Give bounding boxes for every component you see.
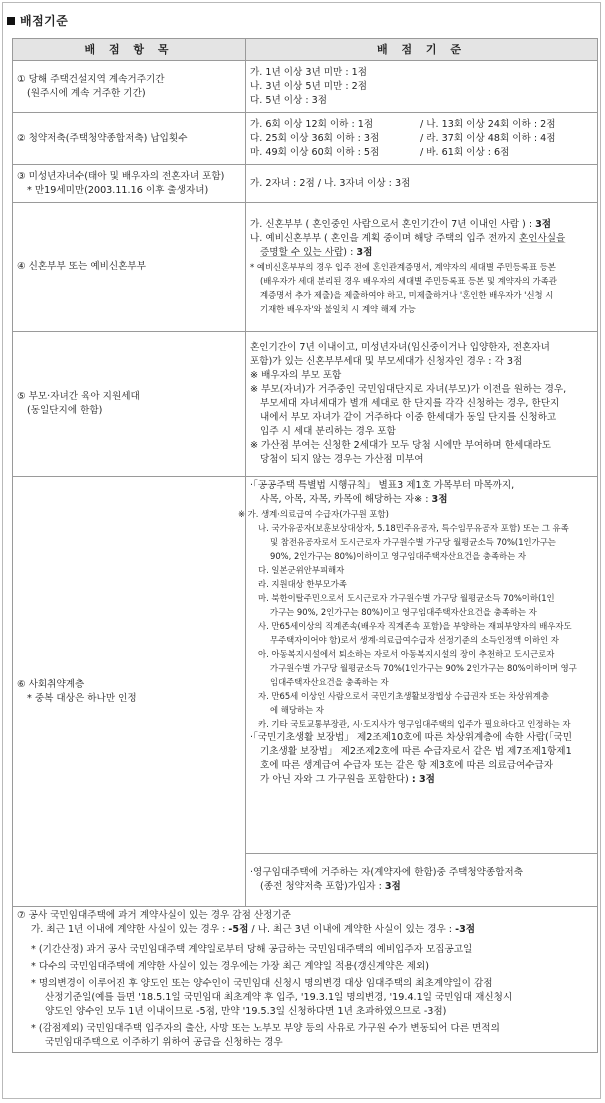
table-row [13,113,598,165]
row6-item: ⑥ 사회취약계층 * 중복 대상은 하나만 인정 [13,477,246,907]
table-row [13,477,598,854]
section-title-text: 배점기준 [20,14,69,28]
header-item: 배 점 항 목 [13,39,246,61]
row3-criteria: 가. 2자녀 : 2점 / 나. 3자녀 이상 : 3점 [246,165,598,203]
row4-criteria: 가. 신혼부부 ( 혼인중인 사람으로서 혼인기간이 7년 이내인 사람 ) : 3점 나. 예비신혼부부 ( 혼인을 계획 중이며 해당 주택의 입주 전까지 혼인사실을 증명할 수 있는 사람) : 3점 * 예비신혼부부의 경우 입주 전에 혼인관계증명서, 계약자의 세대별 주민등록표 등본 (배우자가 세대 분리된 경우 배우자의 세대별 주민등록표 등본 및 계약자의 가족관 계증명서 추가 제출)을 제출하여야 하고, 미제출하거나 '혼인한 배우자가 '신청 시 기재한 배우자'와 불일치 시 계약 해제 가능 [246,203,598,332]
square-bullet-icon [7,17,15,25]
table-row [13,165,598,203]
table-row [13,61,598,113]
row1-item: ① 당해 주택건설지역 계속거주기간 (원주시에 계속 거주한 기간) [13,61,246,113]
row5-item: ⑤ 부모·자녀간 육아 지원세대 (동일단지에 한함) [13,332,246,477]
row6-criteria: ·「공공주택 특별법 시행규칙」 별표3 제1호 가목부터 마목까지, 사목, 아목, 자목, 카목에 해당하는 자※ : 3점 ※ 가. 생계·의료급여 수급자(가구원 포함) 나. 국가유공자(보훈보상대상자, 5.18민주유공자, 특수임무유공자 포함) 또는 그 유족 및 참전유공자로서 도시근로자 가구원수별 가구당 월평균소득 70%(1인가구는 90%, 2인가구는 80%)이하이고 영구임대주택자산요건을 충족하는 자 다. 일본군위안부피해자 라. 지원대상 한부모가족 마. 북한이탈주민으로서 도시근로자 가구원수별 가구당 월평균소득 70%이하(1인 가구는 90%, 2인가구는 80%)이고 영구임대주택자산요건을 충족하는 자 사. 만65세이상의 직계존속(배우자 직계존속 포함)을 부양하는 재피부양자의 배우자도 무주택자이어야 함)로서 생계·의료급여수급자 선정기준의 소득인정액 이하인 자 아. 아동복지시설에서 퇴소하는 자로서 아동복지시설의 장이 추천하고 도시근로자 가구원수별 가구당 월평균소득 70%(1인가구는 90% 2인가구는 80%이하이며 영구 임대주택자산요건을 충족하는 자 자. 만65세 이상인 사람으로서 국민기초생활보장법상 수급권자 또는 차상위계층 에 해당하는 자 카. 기타 국토교통부장관, 시·도지사가 영구임대주택의 입주가 필요하다고 인정하는 자 ·「국민기초생활 보장법」 제2조제10호에 따른 차상위계층에 속한 사람(「국민 기초생활 보장법」 제2조제2호에 따른 수급자로서 같은 법 제7조제1항제1 호에 따른 생계급여 수급자 또는 같은 항 제3호에 따른 의료급여수급자 가 아닌 자와 그 가구원을 포함한다) : 3점 [246,477,598,854]
header-criteria: 배 점 기 준 [246,39,598,61]
section-title [7,12,68,29]
row2-criteria: 가. 6회 이상 12회 이하 : 1점 다. 25회 이상 36회 이하 : 3점 마. 49회 이상 60회 이하 : 5점 / 나. 13회 이상 24회 이하 : 2점 / 라. 37회 이상 48회 이하 : 4점 / 바. 61회 이상 : 6점 [246,113,598,165]
row6-notes: ※ 가. 생계·의료급여 수급자(가구원 포함) 나. 국가유공자(보훈보상대상자, 5.18민주유공자, 특수임무유공자 포함) 또는 그 유족 및 참전유공자로서 도시근로자 가구원수별 가구당 월평균소득 70%(1인가구는 90%, 2인가구는 80%)이하이고 영구임대주택자산요건을 충족하는 자 다. 일본군위안부피해자 라. 지원대상 한부모가족 마. 북한이탈주민으로서 도시근로자 가구원수별 가구당 월평균소득 70%이하(1인 가구는 90%, 2인가구는 80%)이고 영구임대주택자산요건을 충족하는 자 사. 만65세이상의 직계존속(배우자 직계존속 포함)을 부양하는 재피부양자의 배우자도 무주택자이어야 함)로서 생계·의료급여수급자 선정기준의 소득인정액 이하인 자 아. 아동복지시설에서 퇴소하는 자로서 아동복지시설의 장이 추천하고 도시근로자 가구원수별 가구당 월평균소득 70%(1인가구는 90% 2인가구는 80%이하이며 영구 임대주택자산요건을 충족하는 자 자. 만65세 이상인 사람으로서 국민기초생활보장법상 수급권자 또는 차상위계층 에 해당하는 자 카. 기타 국토교통부장관, 시·도지사가 영구임대주택의 입주가 필요하다고 인정하는 자 [238,509,577,729]
row5-criteria: 혼인기간이 7년 이내이고, 미성년자녀(임신중이거나 입양한자, 전혼자녀 포함)가 있는 신혼부부세대 및 부모세대가 신청자인 경우 : 각 3점 ※ 배우자의 부모 포함 ※ 부모(자녀)가 거주중인 국민임대단지로 자녀(부모)가 이전을 원하는 경우, 부모세대 자녀세대가 별개 세대로 한 단지를 각각 신청하는 경우, 한단지 내에서 부모 자녀가 같이 거주하다 이중 한세대가 동일 단지를 신청하고 입주 시 세대 분리하는 경우 포함 ※ 가산점 부여는 신청한 2세대가 모두 당첨 시에만 부여하며 한세대라도 당첨이 되지 않는 경우는 가산점 미부여 [246,332,598,477]
table-header-row [13,39,598,61]
table-row [13,203,598,332]
row6-criteria-bottom: ·영구임대주택에 거주하는 자(계약자에 한함)중 주택청약종합저축 (종전 청약저축 포함)가입자 : 3점 [246,854,598,907]
row3-item: ③ 미성년자녀수(태아 및 배우자의 전혼자녀 포함) * 만19세미만(2003.11.16 이후 출생자녀) [13,165,246,203]
row1-criteria: 가. 1년 이상 3년 미만 : 1점 나. 3년 이상 5년 미만 : 2점 다. 5년 이상 : 3점 [246,61,598,113]
table-row [13,907,598,1053]
row2-item: ② 청약저축(주택청약종합저축) 납입횟수 [13,113,246,165]
row7-content: ⑦ 공사 국민임대주택에 과거 계약사실이 있는 경우 감점 산정기준 가. 최근 1년 이내에 계약한 사실이 있는 경우 : -5점 / 나. 최근 3년 이내에 계약한 사실이 있는 경우 : -3점 * (기간산정) 과거 공사 국민임대주택 계약일로부터 당해 공급하는 국민임대주택의 예비입주자 모집공고일 * 다수의 국민임대주택에 계약한 사실이 있는 경우에는 가장 최근 계약일 적용(갱신계약은 제외) * 명의변경이 이루어진 후 양도인 또는 양수인이 국민임대 신청시 명의변경 대상 임대주택의 최초계약일이 감점 산정기준일(예를 들면 '18.5.1일 국민임대 최초계약 후 입주, '19.3.1일 명의변경, '19.4.1일 국민임대 재신청시 양도인 양수인 모두 1년 이내이므로 -5점, 만약 '19.5.3일 신청하다면 1년 초과하였으므로 -3점) * (감점제외) 국민임대주택 입주자의 출산, 사망 또는 노부모 부양 등의 사유로 가구원 수가 변동되어 다른 면적의 국민임대주택으로 이주하기 위하여 공급을 신청하는 경우 [13,907,598,1053]
scoring-table [12,38,598,1053]
row4-item: ④ 신혼부부 또는 예비신혼부부 [13,203,246,332]
table-row [13,332,598,477]
row7-notes: * (기간산정) 과거 공사 국민임대주택 계약일로부터 당해 공급하는 국민임대주택의 예비입주자 모집공고일 * 다수의 국민임대주택에 계약한 사실이 있는 경우에는 가장 최근 계약일 적용(갱신계약은 제외) * 명의변경이 이루어진 후 양도인 또는 양수인이 국민임대 신청시 명의변경 대상 임대주택의 최초계약일이 감점 산정기준일(예를 들면 '18.5.1일 국민임대 최초계약 후 입주, '19.3.1일 명의변경, '19.4.1일 국민임대 재신청시 양도인 양수인 모두 1년 이내이므로 -5점, 만약 '19.5.3일 신청하다면 1년 초과하였으므로 -3점) * (감점제외) 국민임대주택 입주자의 출산, 사망 또는 노부모 부양 등의 사유로 가구원 수가 변동되어 다른 면적의 국민임대주택으로 이주하기 위하여 공급을 신청하는 경우 [31,944,513,1048]
